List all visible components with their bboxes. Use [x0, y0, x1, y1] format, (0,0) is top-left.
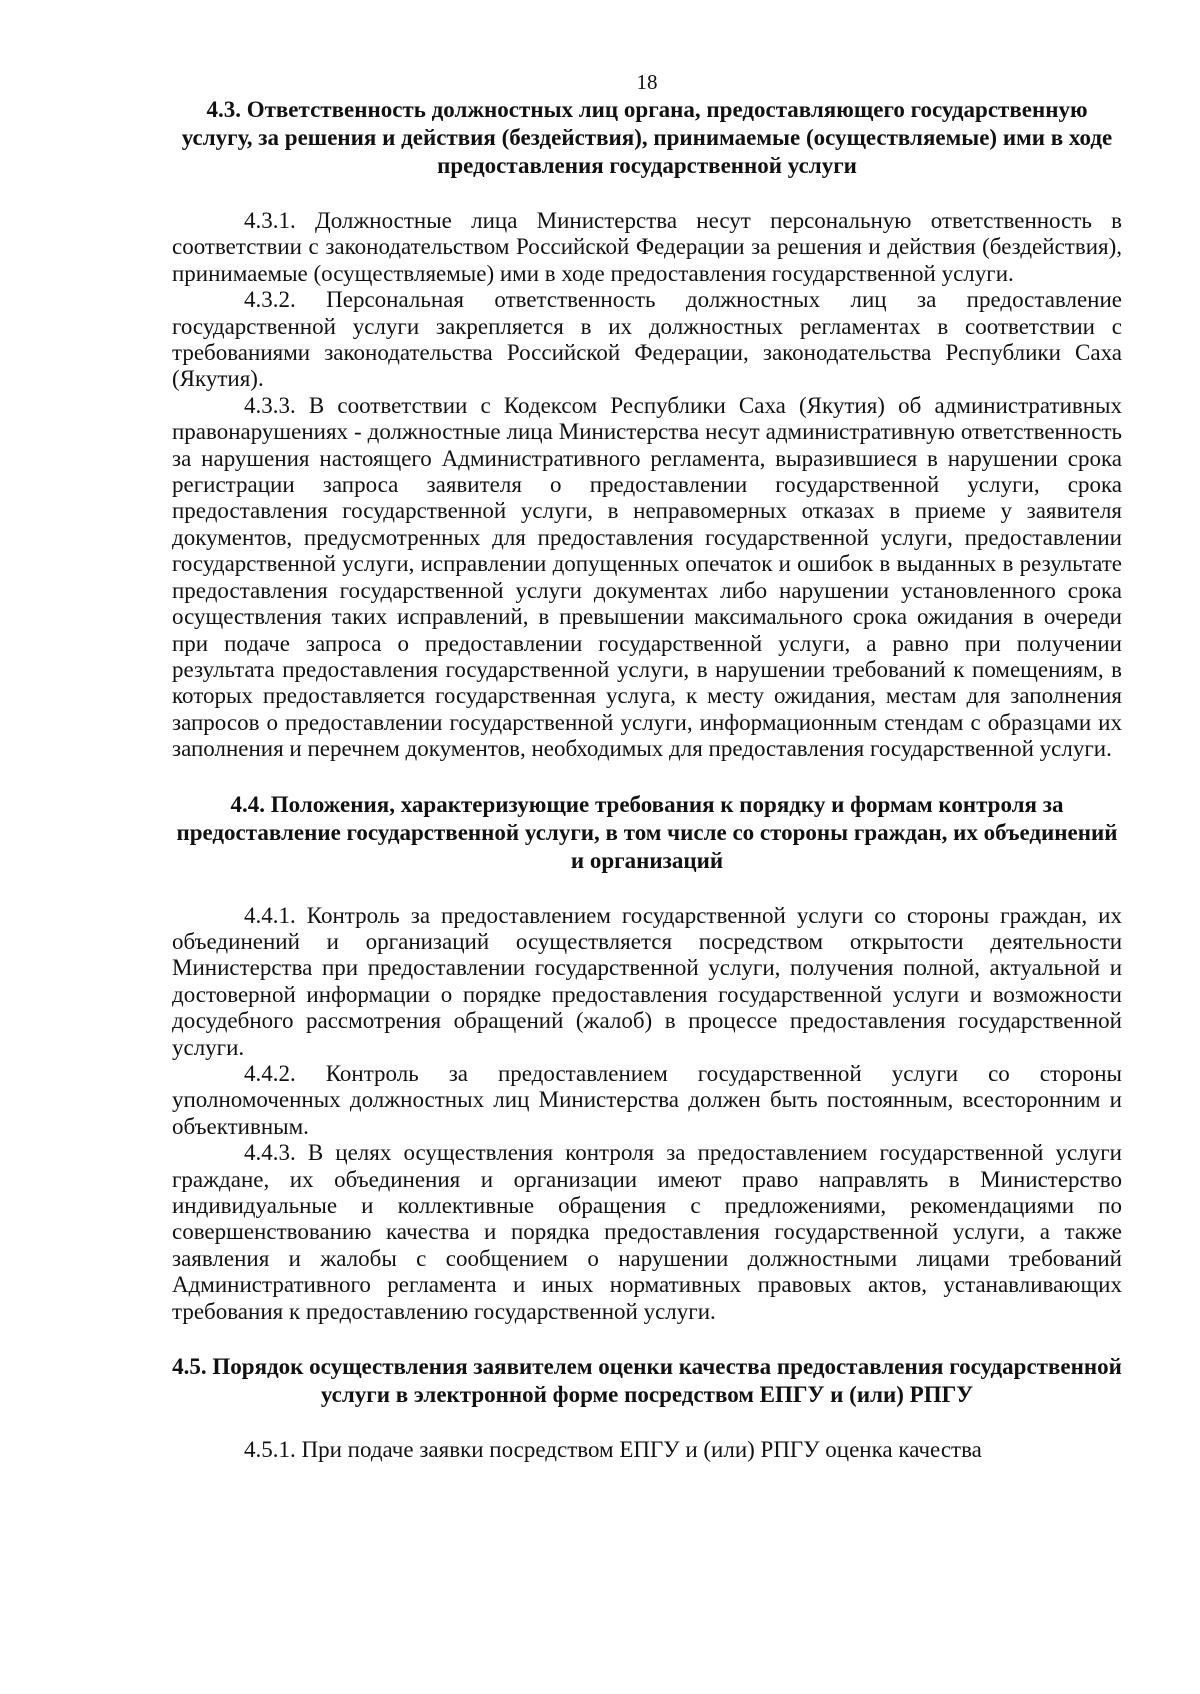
paragraph: 4.3.1. Должностные лица Министерства несут персональную ответственность в соответствии с законодательством Российской Федерации за решения и действия (бездействия), принимаемые (осуществляемые) ими в ходе предоставления государственной услуги. — [172, 208, 1122, 286]
section-heading: 4.5. Порядок осуществления заявителем оценки качества предоставления государственной услуги в электронной форме посредством ЕПГУ и (или) РПГУ — [172, 1354, 1122, 1408]
section-4-3 — [172, 96, 1122, 763]
section-4-5 — [172, 1353, 1122, 1463]
spacer — [172, 763, 1122, 791]
spacer — [172, 1325, 1122, 1353]
spacer — [172, 875, 1122, 903]
spacer — [172, 1409, 1122, 1437]
paragraph: 4.3.3. В соответствии с Кодексом Республики Саха (Якутия) об административных правонарушениях - должностные лица Министерства несут административную ответственность за нарушения настоящего Административного регламента, выразившиеся в нарушении срока регистрации запроса заявителя о предоставлении государственной услуги, срока предоставления государственной услуги, в неправомерных отказах в приеме у заявителя документов, предусмотренных для предоставления государственной услуги, предоставлении государственной услуги, исправлении допущенных опечаток и ошибок в выданных в результате предоставления государственной услуги документах либо нарушении установленного срока осуществления таких исправлений, в превышении максимального срока ожидания в очереди при подаче запроса о предоставлении государственной услуги, а равно при получении результата предоставления государственной услуги, в нарушении требований к помещениям, в которых предоставляется государственная услуга, к месту ожидания, местам для заполнения запросов о предоставлении государственной услуги, информационным стендам с образцами их заполнения и перечнем документов, необходимых для предоставления государственной услуги. — [172, 392, 1122, 762]
paragraph: 4.5.1. При подаче заявки посредством ЕПГУ и (или) РПГУ оценка качества — [244, 1437, 982, 1463]
spacer — [172, 180, 1122, 208]
section-heading: 4.3. Ответственность должностных лиц органа, предоставляющего государственную услугу, за решения и действия (бездействия), принимаемые (осуществляемые) ими в ходе предоставления государственной услуги — [181, 97, 1113, 178]
paragraph: 4.4.2. Контроль за предоставлением государственной услуги со стороны уполномоченных должностных лиц Министерства должен быть постоянным, всесторонним и объективным. — [172, 1060, 1122, 1139]
section-4-4 — [172, 791, 1122, 1326]
section-heading: 4.4. Положения, характеризующие требования к порядку и формам контроля за предоставление государственной услуги, в том числе со стороны граждан, их объединений и организаций — [176, 791, 1118, 873]
page-number: 18 — [636, 70, 658, 94]
paragraph: 4.4.1. Контроль за предоставлением государственной услуги со стороны граждан, их объединений и организаций осуществляется посредством открытости деятельности Министерства при предоставлении государственной услуги, получения полной, актуальной и достоверной информации о порядке предоставления государственной услуги и возможности досудебного рассмотрения обращений (жалоб) в процессе предоставления государственной услуги. — [172, 902, 1122, 1060]
paragraph: 4.3.2. Персональная ответственность должностных лиц за предоставление государственной услуги закрепляется в их должностных регламентах в соответствии с требованиями законодательства Российской Федерации, законодательства Республики Саха (Якутия). — [172, 287, 1122, 392]
paragraph: 4.4.3. В целях осуществления контроля за предоставлением государственной услуги граждане, их объединения и организации имеют право направлять в Министерство индивидуальные и коллективные обращения с предложениями, рекомендациями по совершенствованию качества и порядка предоставления государственной услуги, а также заявления и жалобы с сообщением о нарушении должностными лицами требований Административного регламента и иных нормативных правовых актов, устанавливающих требования к предоставлению государственной услуги. — [172, 1140, 1122, 1324]
